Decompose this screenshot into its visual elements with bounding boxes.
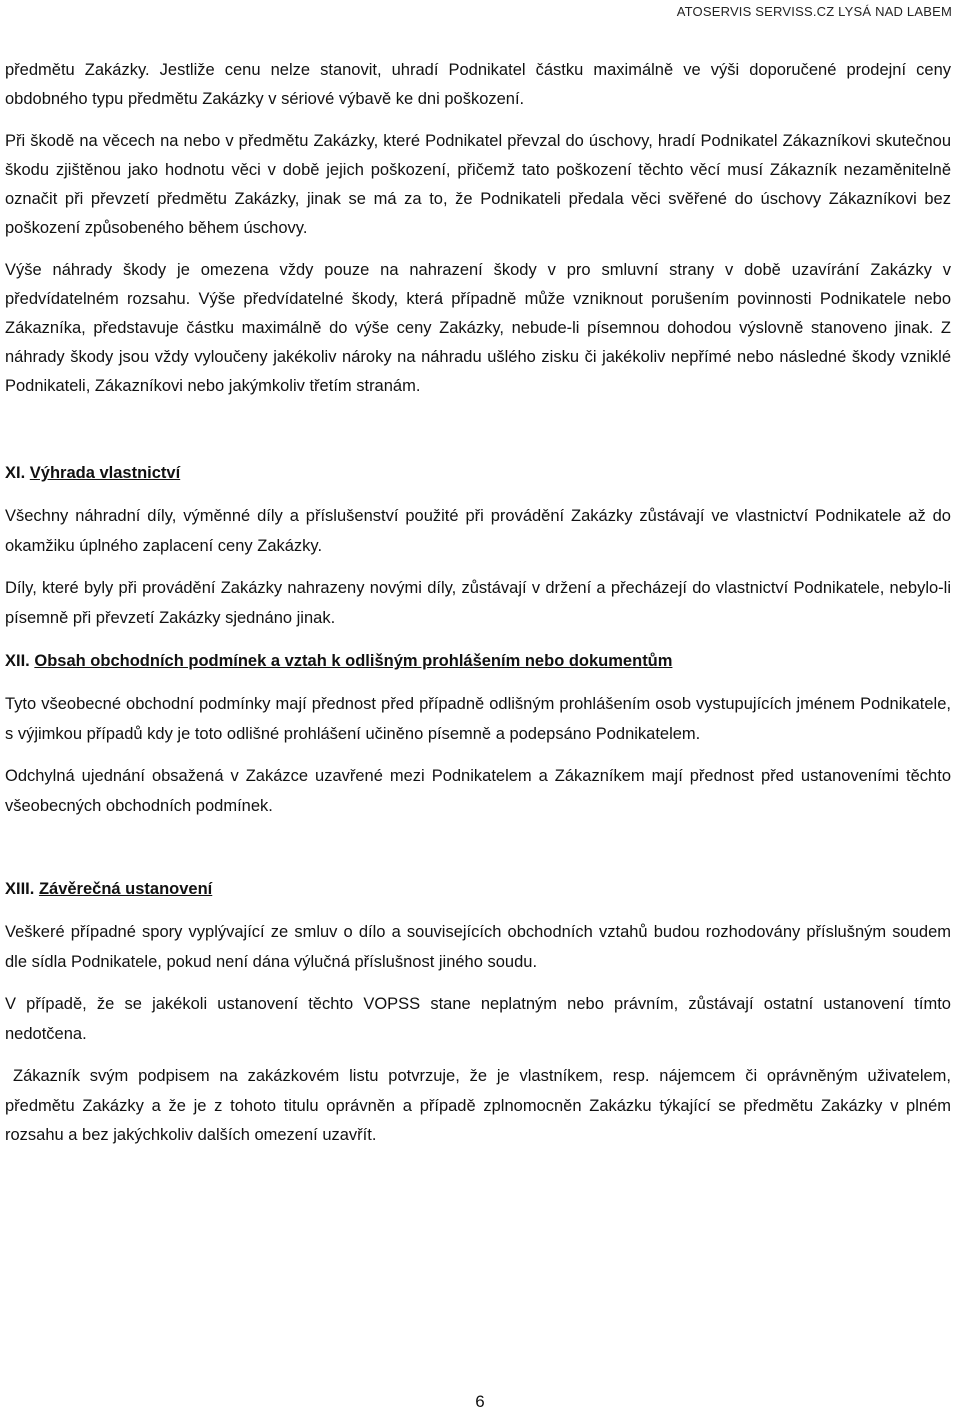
paragraph-xiii-1: Veškeré případné spory vyplývající ze smluv o dílo a souvisejících obchodních vztahů budou rozhodovány příslušným soudem dle sídla Podnikatele, pokud není dána výlučná příslušnost jiného soudu. <box>5 923 951 971</box>
paragraph-xi-1: Všechny náhradní díly, výměnné díly a příslušenství použité při provádění Zakázky zůstávají ve vlastnictví Podnikatele až do okamžiku úplného zaplacení ceny Zakázky. <box>5 507 951 555</box>
section-heading-xi <box>5 458 951 488</box>
paragraph-xiii-3: Zákazník svým podpisem na zakázkovém listu potvrzuje, že je vlastníkem, resp. nájemcem či oprávněným uživatelem, předmětu Zakázky a že je z tohoto titulu oprávněn a případě zplnomocněn Zakázku týkající se předmětu Zakázky v plném rozsahu a bez jakýchkoliv dalších omezení uzavřít. <box>5 1067 951 1144</box>
section-number: XIII. <box>5 880 35 898</box>
section-title: Obsah obchodních podmínek a vztah k odlišným prohlášením nebo dokumentům <box>34 652 673 670</box>
spacer <box>5 834 951 874</box>
section-heading-xii <box>5 646 951 676</box>
paragraph-intro-2: Při škodě na věcech na nebo v předmětu Zakázky, které Podnikatel převzal do úschovy, hradí Podnikatel Zákazníkovi skutečnou škodu zjištěnou jako hodnotu věci v době jejich poškození, přičemž tato poškození těchto věcí musí Zákazník nezaměnitelně označit při převzetí předmětu Zakázky, jinak se má za to, že Podnikateli předala věci svěřené do úschovy Zákazníkovi bez poškození způsobeného během úschovy. <box>5 132 951 237</box>
paragraph-xii-2: Odchylná ujednání obsažená v Zakázce uzavřené mezi Podnikatelem a Zákazníkem mají přednost před ustanoveními těchto všeobecných obchodních podmínek. <box>5 767 951 815</box>
paragraph-xi-2: Díly, které byly při provádění Zakázky nahrazeny novými díly, zůstávají v držení a přecházejí do vlastnictví Podnikatele, nebylo-li písemně při převzetí Zakázky sjednáno jinak. <box>5 579 951 627</box>
page-number: 6 <box>475 1392 485 1411</box>
page-header: ATOSERVIS SERVISS.CZ LYSÁ NAD LABEM <box>676 4 952 19</box>
paragraph-xiii-2: V případě, že se jakékoli ustanovení těchto VOPSS stane neplatným nebo právním, zůstávají ostatní ustanovení tímto nedotčena. <box>5 995 951 1043</box>
paragraph-intro-3: Výše náhrady škody je omezena vždy pouze na nahrazení škody v pro smluvní strany v době uzavírání Zakázky v předvídatelném rozsahu. Výše předvídatelné škody, která případně může vzniknout porušením povinnosti Podnikatele nebo Zákazníka, představuje částku maximálně do výše ceny Zakázky, nebude-li písemnou dohodou výslovně stanoveno jinak. Z náhrady škody jsou vždy vyloučeny jakékoliv nároky na náhradu ušlého zisku či jakékoliv nepřímé nebo následné škody vzniklé Podnikateli, Zákazníkovi nebo jakýmkoliv třetím stranám. <box>5 261 951 395</box>
paragraph-intro-1: předmětu Zakázky. Jestliže cenu nelze stanovit, uhradí Podnikatel částku maximálně ve výši doporučené prodejní ceny obdobného typu předmětu Zakázky v sériové výbavě ke dni poškození. <box>5 61 951 108</box>
section-title: Výhrada vlastnictví <box>29 464 181 482</box>
paragraph-xii-1: Tyto všeobecné obchodní podmínky mají přednost před případně odlišným prohlášením osob vystupujících jménem Podnikatele, s výjimkou případů kdy je toto odlišné prohlášení učiněno písemně a podepsáno Podnikatelem. <box>5 695 951 743</box>
document-body <box>5 56 951 1164</box>
spacer <box>5 414 951 458</box>
section-number: XII. <box>5 652 30 670</box>
section-heading-xiii <box>5 874 951 904</box>
section-number: XI. <box>5 464 26 482</box>
section-title: Závěrečná ustanovení <box>38 880 213 898</box>
